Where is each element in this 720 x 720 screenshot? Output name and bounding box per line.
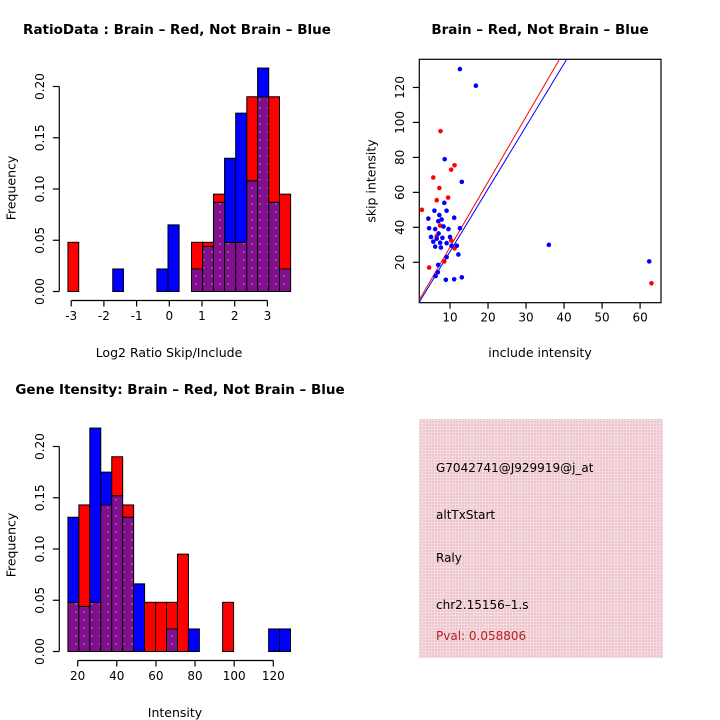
blue-point [436, 231, 441, 236]
hist-bar [188, 629, 199, 652]
red-point [449, 167, 454, 172]
gene-intensity-histogram-plot [0, 360, 360, 720]
hist-bar [113, 269, 124, 292]
red-point [431, 175, 436, 180]
blue-point [431, 239, 436, 244]
hist-bar [112, 457, 123, 496]
svg-text:2: 2 [230, 309, 239, 323]
blue-fit-line [419, 59, 566, 302]
svg-text:0.00: 0.00 [33, 638, 48, 665]
hist-bar [168, 225, 179, 292]
svg-text:10: 10 [442, 310, 458, 325]
blue-point [427, 226, 432, 231]
blue-point [460, 180, 465, 185]
svg-text:0: 0 [165, 309, 174, 323]
blue-point [449, 243, 454, 248]
hist-bar-overlap [279, 269, 290, 292]
red-point [438, 129, 443, 134]
scatter-xlabel: include intensity [488, 345, 592, 360]
blue-point [433, 227, 438, 232]
blue-point [458, 67, 463, 72]
svg-text:1: 1 [198, 309, 206, 323]
hist-bar [167, 602, 178, 629]
blue-point [444, 277, 449, 282]
histogram-bars [68, 428, 291, 651]
hist-bar [157, 269, 168, 292]
blue-point [438, 240, 443, 245]
svg-text:40: 40 [556, 310, 572, 325]
hist-bar-overlap [68, 602, 79, 651]
hist-bar-overlap [123, 517, 134, 651]
hist-bar [223, 602, 234, 651]
blue-point [448, 235, 453, 240]
red-point [434, 198, 439, 203]
blue-point [429, 235, 434, 240]
hist-bar [269, 97, 280, 203]
svg-text:0.00: 0.00 [33, 278, 48, 305]
svg-text:-1: -1 [130, 309, 143, 323]
hist-bar-overlap [79, 606, 90, 651]
hist-bar [68, 242, 79, 291]
hist-bar-overlap [167, 629, 178, 652]
svg-text:80: 80 [393, 149, 408, 166]
blue-point [439, 245, 444, 250]
svg-text:60: 60 [632, 310, 648, 325]
blue-point [446, 227, 451, 232]
svg-text:0.15: 0.15 [33, 124, 48, 152]
gene-name-text: Raly [436, 551, 462, 565]
hist-bar [203, 242, 214, 246]
probe-id-text: G7042741@J929919@j_at [436, 461, 594, 475]
blue-point [455, 243, 460, 248]
blue-point [432, 208, 437, 213]
blue-point [444, 255, 449, 260]
hist-bar-overlap [247, 181, 258, 292]
hist-bar-overlap [269, 202, 280, 291]
svg-text:30: 30 [518, 310, 534, 325]
hist-bar [247, 97, 258, 181]
svg-text:60: 60 [148, 669, 164, 683]
hist-bar [236, 113, 247, 242]
red-point [442, 259, 447, 264]
ratio-histogram-plot [0, 0, 360, 360]
blue-point [437, 213, 442, 218]
intensity-scatter-panel [360, 0, 720, 360]
hist-bar [279, 194, 290, 269]
svg-text:20: 20 [393, 254, 408, 270]
hist-bar-overlap [192, 269, 203, 292]
blue-point [439, 217, 444, 222]
gene-intensity-histogram-panel [0, 360, 360, 720]
svg-text:40: 40 [393, 219, 408, 235]
scatter-points [420, 67, 654, 286]
blue-point [442, 201, 447, 206]
red-point [427, 265, 432, 270]
svg-text:100: 100 [393, 110, 408, 134]
scatter-title: Brain – Red, Not Brain – Blue [431, 22, 649, 38]
hist-bar-overlap [225, 242, 236, 291]
svg-text:0.10: 0.10 [33, 175, 48, 203]
hist-bar [280, 629, 291, 652]
hist-bar [213, 194, 224, 202]
red-point [649, 281, 654, 286]
blue-point [452, 215, 457, 220]
svg-text:60: 60 [393, 184, 408, 201]
ratio-histogram-xlabel: Log2 Ratio Skip/Include [95, 345, 243, 360]
hist-bar-overlap [90, 602, 101, 651]
hist-bar-overlap [258, 97, 269, 292]
svg-text:-2: -2 [97, 309, 110, 323]
hist-bar [79, 505, 90, 606]
scatter-ylabel: skip intensity [363, 139, 379, 223]
histogram-bars [68, 68, 291, 291]
hist-bar [225, 158, 236, 242]
hist-bar-overlap [203, 246, 214, 291]
red-point [420, 208, 425, 213]
hist-bar-overlap [101, 505, 112, 652]
svg-text:120: 120 [393, 75, 408, 99]
pval-text: Pval: 0.058806 [436, 629, 527, 643]
hist-bar [101, 472, 112, 505]
svg-text:-3: -3 [65, 309, 78, 323]
svg-text:100: 100 [222, 669, 246, 683]
blue-point [460, 275, 465, 280]
svg-text:0.05: 0.05 [33, 586, 48, 614]
blue-point [456, 252, 461, 257]
location-text: chr2.15156–1.s [436, 598, 529, 612]
svg-text:0.10: 0.10 [33, 535, 48, 563]
gene-histogram-ylabel: Frequency [3, 512, 19, 578]
red-point [452, 163, 457, 168]
red-point [446, 195, 451, 200]
hist-bar [68, 517, 79, 602]
blue-point [433, 244, 438, 249]
blue-point [440, 236, 445, 241]
blue-point [444, 241, 449, 246]
svg-text:0.15: 0.15 [33, 484, 48, 512]
axes [393, 59, 661, 324]
svg-text:50: 50 [594, 310, 610, 325]
blue-point [433, 274, 438, 279]
hist-bar-overlap [236, 242, 247, 291]
hist-bar [156, 602, 167, 651]
blue-point [458, 226, 463, 231]
hist-bar [90, 428, 101, 602]
svg-text:0.20: 0.20 [33, 73, 48, 100]
info-panel [360, 360, 720, 720]
hist-bar [269, 629, 280, 652]
red-point [437, 186, 442, 191]
svg-text:80: 80 [187, 669, 203, 683]
blue-point [442, 157, 447, 162]
gene-histogram-xlabel: Intensity [147, 705, 203, 720]
gene-histogram-title: Gene Itensity: Brain – Red, Not Brain – Blue [15, 382, 345, 398]
hist-bar-overlap [213, 202, 224, 291]
svg-text:120: 120 [261, 669, 285, 683]
svg-text:20: 20 [70, 669, 86, 683]
ratio-histogram-title: RatioData : Brain – Red, Not Brain – Blue [23, 22, 331, 38]
blue-point [474, 83, 479, 88]
info-box [419, 419, 663, 658]
hist-bar [134, 584, 145, 652]
blue-point [647, 259, 652, 264]
hist-bar [177, 554, 188, 651]
intensity-scatter-plot [360, 0, 720, 360]
red-fit-line [419, 59, 559, 300]
hist-bar [145, 602, 156, 651]
blue-point [436, 263, 441, 268]
svg-text:0.05: 0.05 [33, 226, 48, 254]
hist-bar [258, 68, 269, 97]
svg-text:3: 3 [263, 309, 272, 323]
blue-point [426, 216, 431, 221]
blue-point [547, 243, 552, 248]
ratio-histogram-panel [0, 0, 360, 360]
svg-text:0.20: 0.20 [33, 433, 48, 460]
hist-bar [192, 242, 203, 269]
blue-point [452, 277, 457, 282]
svg-text:20: 20 [480, 310, 496, 325]
blue-point [441, 224, 446, 229]
ratio-histogram-ylabel: Frequency [3, 155, 19, 221]
svg-text:40: 40 [109, 669, 125, 683]
blue-point [444, 208, 449, 213]
fit-lines [419, 59, 566, 302]
event-type-text: altTxStart [436, 508, 496, 522]
hist-bar [123, 505, 134, 517]
hist-bar-overlap [112, 496, 123, 652]
